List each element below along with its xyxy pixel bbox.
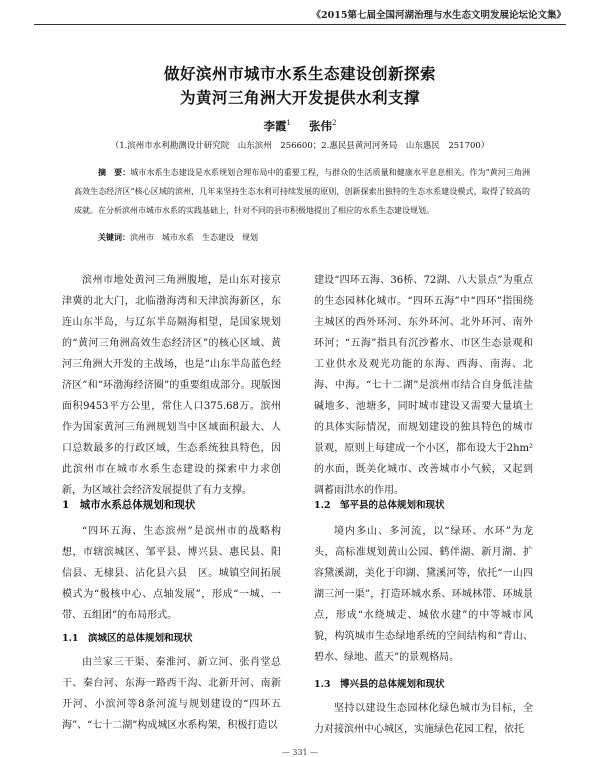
author-2: 张伟 bbox=[309, 119, 332, 133]
body-paragraph: 境内多山、多河流，以“绿环、水环”为龙头，高标准规划黄山公园、鹤伴湖、新月湖、扩容黛溪湖，美化于印湖、黛溪河等，依托“一山四湖三河一渠”，打造环城水系、环城林带、环城景点，形成“水绕城走、城依水建”的中等城市风貌，构筑城市生态绿地系统的空间结构和“青山、碧水、绿地、蓝天”的景观格局。 bbox=[314, 526, 533, 663]
right-col-para-1 bbox=[314, 270, 533, 501]
page-number: — 331 — bbox=[281, 748, 319, 757]
author-2-sup: 2 bbox=[332, 119, 337, 128]
body-paragraph: 建设“四环五海、36桥、72湖、八大景点”为重点的生态园林化城市。“四环五海”中“四环”指围绕主城区的西外环河、东外环河、北外环河、南外环河；“五海”指具有沉沙蓄水、市区生态景观和工业供水及观光功能的东海、西海、南海、北海、中海。“七十二湖”是滨州市结合自身低洼盐碱地多、池塘多，同时城市建设又需要大量填土的具体实际情况，而规划建设的独具特色的城市景观，原则上每建成一个小区，都布设大于2hm²的水面，既美化城市、改善城市小气候，又起到调蓄雨洪水的作用。 bbox=[314, 275, 533, 496]
subsection-1-2-title: 1.2 邹平县的总体规划和现状 bbox=[314, 500, 445, 511]
running-header bbox=[0, 0, 600, 28]
authors bbox=[0, 118, 600, 134]
left-col-para-2 bbox=[62, 521, 281, 626]
subsection-1-3-title: 1.3 博兴县的总体规划和现状 bbox=[314, 679, 445, 690]
abstract-label: 摘 要： bbox=[98, 167, 131, 177]
author-1: 李霞 bbox=[263, 119, 287, 133]
keywords-text: 滨州市 城市水系 生态建设 规划 bbox=[130, 233, 258, 242]
abstract-text: 城市水系生态建设是水系规划合理布局中的重要工程，与群众的生活质量和健康水平息息相关。作为“黄河三角洲高效生态经济区”核心区域的滨州，几年来坚持生态水利可持续发展的原则，创新探索出独特的生态水系建设模式，取得了较高的成就。在分析滨州市城市水系的实践基础上，针对不同的县市积极地提出了相应的水系生态建设规划。 bbox=[74, 168, 530, 215]
right-col-para-2 bbox=[314, 521, 533, 668]
subsection-1-1-title: 1.1 滨城区的总体规划和现状 bbox=[62, 633, 193, 644]
abstract bbox=[74, 163, 530, 220]
author-1-sup: 1 bbox=[286, 119, 291, 128]
body-paragraph: 由兰家三干渠、秦淮河、新立河、张肖堂总干、秦台河、东海一路西干沟、北新开河、南新开河、小滨河等8条河流与规划建设的“四环五海”、“七十二湖”构成城区水系构架，积极打造以 bbox=[62, 657, 281, 731]
running-title: 《2015第七届全国河湖治理与水生态文明发展论坛论文集》 bbox=[311, 10, 566, 21]
section-1-title: 1 城市水系总体规划和现状 bbox=[62, 499, 196, 511]
title-line-2: 为黄河三角洲大开发提供水利支撑 bbox=[179, 88, 420, 107]
left-col-para-3 bbox=[62, 652, 281, 736]
title-line-1: 做好滨州市城市水系生态建设创新探索 bbox=[163, 64, 436, 83]
header-rule bbox=[34, 24, 566, 25]
keywords-label: 关键词： bbox=[98, 232, 130, 242]
body-paragraph: “四环五海、生态滨州”是滨州市的战略构想，市辖滨城区、邹平县、博兴县、惠民县、阳信县、无棣县、沾化县六县 区。城镇空间拓展模式为“极核中心、点轴发展”，形成“一城、一带、五组团”的布局形式。 bbox=[62, 526, 281, 621]
body-paragraph: 坚持以建设生态园林化绿色城市为目标，全力对接滨州中心城区，实施绿色花园工程，依托 bbox=[314, 703, 533, 735]
left-col-para-1 bbox=[62, 270, 281, 501]
keywords bbox=[98, 232, 258, 243]
right-col-para-3 bbox=[314, 698, 533, 740]
body-paragraph: 滨州市地处黄河三角洲腹地，是山东对接京津冀的北大门，北临渤海湾和天津滨海新区，东连山东半岛，与辽东半岛隔海相望，是国家规划的“黄河三角洲高效生态经济区”的核心区域、黄河三角洲大开发的主战场，也是“山东半岛蓝色经济区”和“环渤海经济圈”的重要组成部分。现版图面积9453平方公里，常住人口375.68万。滨州作为国家黄河三角洲规划当中区域面积最大、人口总数最多的行政区域，生态系统独具特色，因此滨州市在城市水系生态建设的探索中力求创新，为区域社会经济发展提供了有力支撑。 bbox=[62, 275, 281, 496]
affiliation: （1.滨州市水利勘测设计研究院 山东滨州 256600；2.惠民县黄河河务局 山东惠民 251700） bbox=[110, 141, 490, 151]
